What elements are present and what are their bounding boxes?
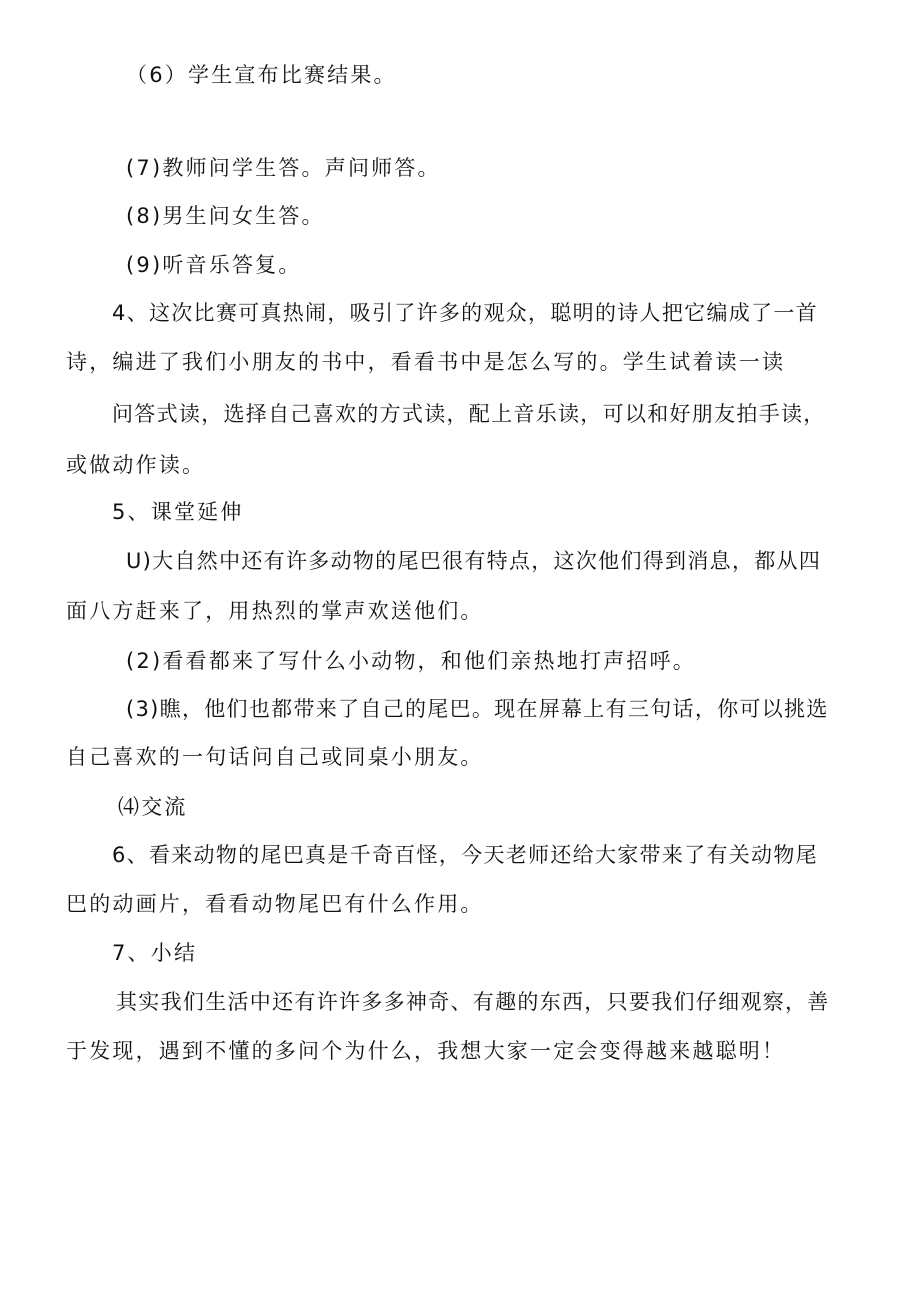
reading-methods-line-2: 或做动作读。 [66, 453, 206, 477]
section-4-line-2: 诗，编进了我们小朋友的书中，看看书中是怎么写的。学生试着读一读 [66, 350, 786, 374]
step-6-result: （6）学生宣布比赛结果。 [126, 63, 397, 87]
section-5-heading: 5、课堂延伸 [112, 500, 244, 524]
section-6-line-1: 6、看来动物的尾巴真是千奇百怪，今天老师还给大家带来了有关动物尾 [112, 843, 818, 867]
section-5-item-3-line-2: 自己喜欢的一句话问自己或同桌小朋友。 [66, 745, 484, 769]
section-5-item-2: (2)看看都来了写什么小动物，和他们亲热地打声招呼。 [126, 649, 696, 673]
section-5-item-3-line-1: (3)瞧，他们也都带来了自己的尾巴。现在屏幕上有三句话，你可以挑选 [126, 697, 829, 721]
section-5-item-4: ⑷交流 [118, 795, 188, 819]
section-4-line-1: 4、这次比赛可真热闹，吸引了许多的观众，聪明的诗人把它编成了一首 [112, 301, 818, 325]
summary-line-1: 其实我们生活中还有许许多多神奇、有趣的东西，只要我们仔细观察，善 [116, 990, 830, 1014]
step-7-teacher-asks: (7)教师问学生答。声问师答。 [126, 156, 441, 180]
section-6-line-2: 巴的动画片，看看动物尾巴有什么作用。 [66, 892, 484, 916]
step-8-boys-ask: (8)男生问女生答。 [126, 204, 325, 228]
reading-methods-line-1: 问答式读，选择自己喜欢的方式读，配上音乐读，可以和好朋友拍手读， [112, 402, 826, 426]
step-9-music-answer: (9)听音乐答复。 [126, 253, 302, 277]
section-5-item-1-line-2: 面八方赶来了，用热烈的掌声欢送他们。 [66, 599, 484, 623]
section-5-item-1-line-1: U)大自然中还有许多动物的尾巴很有特点，这次他们得到消息，都从四 [126, 549, 822, 573]
section-7-heading: 7、小结 [112, 941, 198, 965]
summary-line-2: 于发现，遇到不懂的多问个为什么，我想大家一定会变得越来越聪明！ [66, 1039, 786, 1063]
